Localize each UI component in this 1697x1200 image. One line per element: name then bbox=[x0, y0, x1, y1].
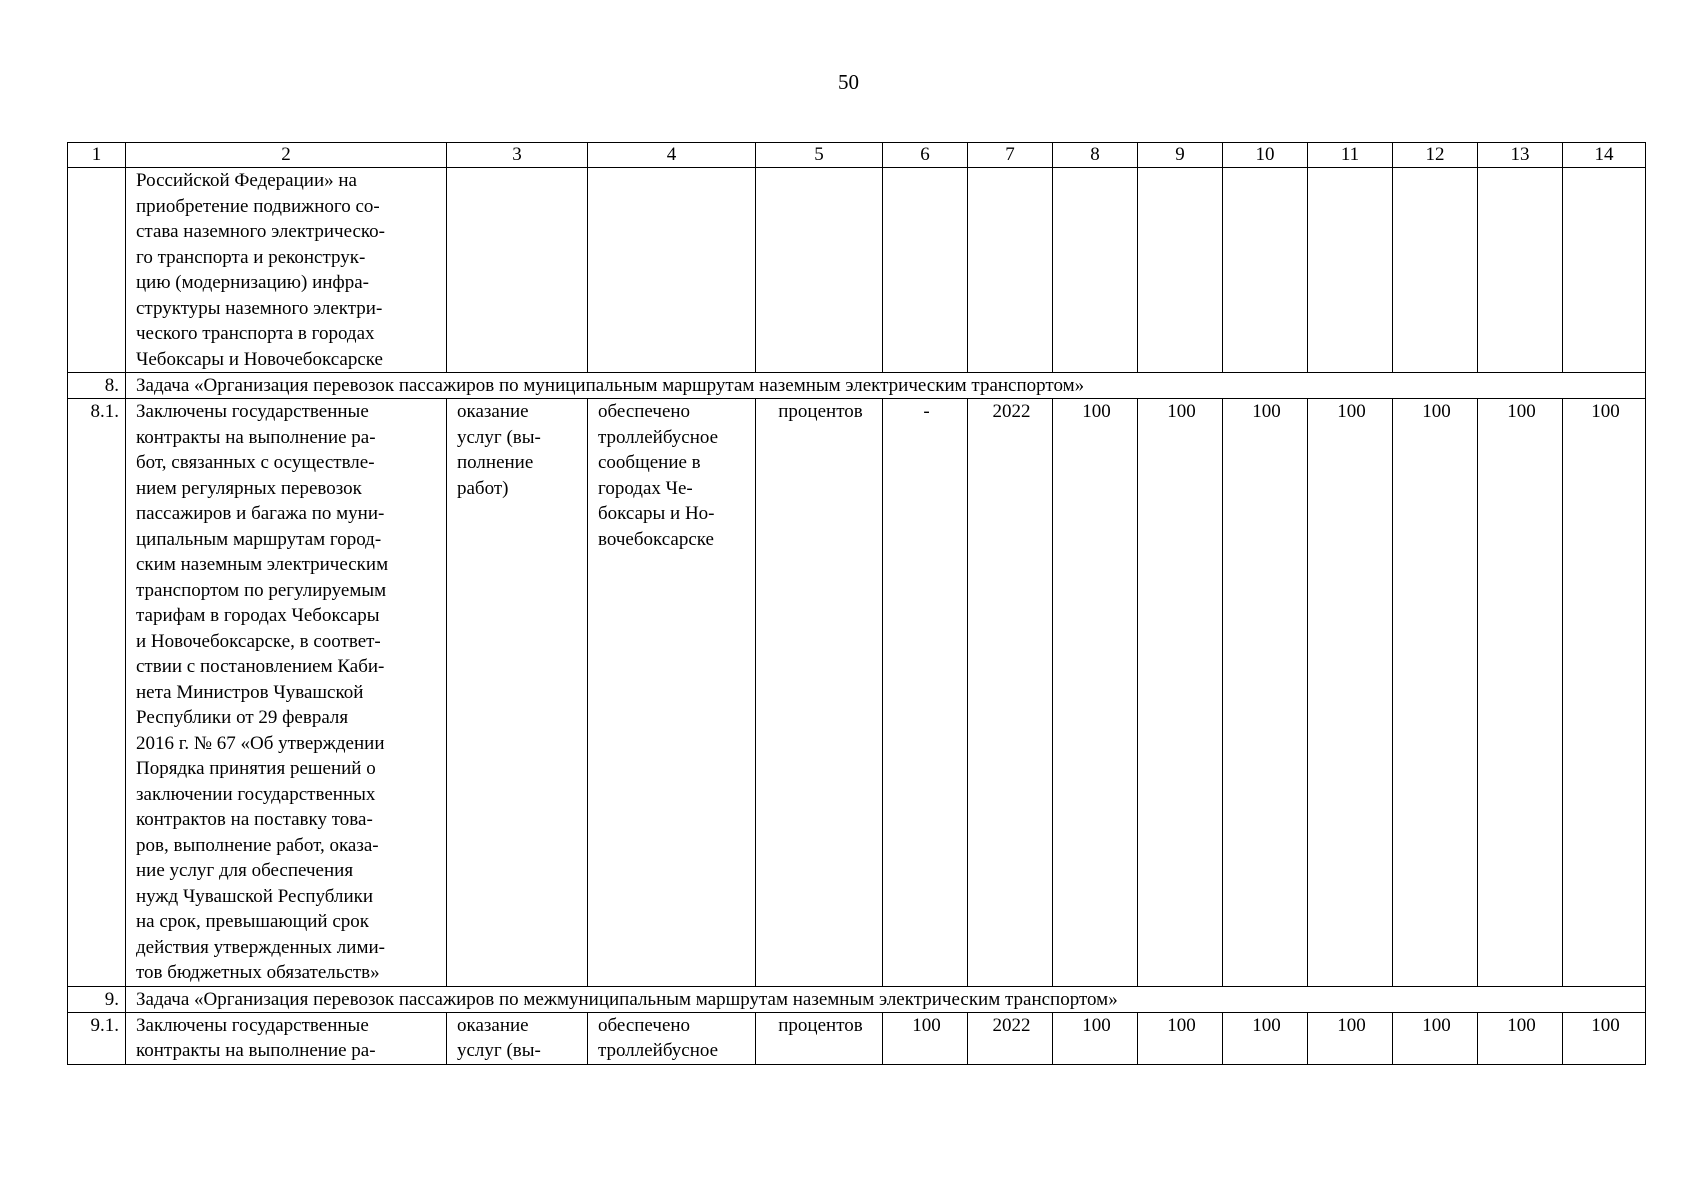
value-cell: 100 bbox=[1138, 399, 1223, 987]
indicator-description: Заключены государственные контракты на выполнение ра- бот, связанных с осуществле- нием регулярных перевозок пассажиров и багажа по муни- ципальным маршрутам город- ским наземным электрическим транспортом по регулируемым тарифам в городах Чебоксары и Новочебоксарске, в соответ- ствии с постановлением Каби- нета Министров Чувашской Республики от 29 февраля 2016 г. № 67 «Об утверждении Порядка принятия решений о заключении государственных контрактов на поставку това- ров, выполнение работ, оказа- ние услуг для обеспечения нужд Чувашской Республики на срок, превышающий срок действия утвержденных лими- тов бюджетных обязательств» bbox=[126, 399, 447, 987]
column-header: 13 bbox=[1478, 143, 1563, 168]
task-title: Задача «Организация перевозок пассажиров по муниципальным маршрутам наземным электрическим транспортом» bbox=[126, 373, 1646, 399]
value-cell: 100 bbox=[1053, 399, 1138, 987]
column-header: 5 bbox=[756, 143, 883, 168]
result-type: оказание услуг (вы- bbox=[447, 1012, 588, 1064]
unit: процентов bbox=[756, 1012, 883, 1064]
result-characteristic: обеспечено троллейбусное bbox=[588, 1012, 756, 1064]
value-cell: 100 bbox=[1308, 1012, 1393, 1064]
column-header: 10 bbox=[1223, 143, 1308, 168]
table-cell bbox=[68, 168, 126, 373]
value-cell: 100 bbox=[1563, 1012, 1646, 1064]
row-number: 8.1. bbox=[68, 399, 126, 987]
column-header: 3 bbox=[447, 143, 588, 168]
unit: процентов bbox=[756, 399, 883, 987]
table-cell bbox=[1308, 168, 1393, 373]
table-cell bbox=[1478, 168, 1563, 373]
table-cell bbox=[1563, 168, 1646, 373]
column-header: 14 bbox=[1563, 143, 1646, 168]
result-type: оказание услуг (вы- полнение работ) bbox=[447, 399, 588, 987]
result-characteristic: обеспечено троллейбусное сообщение в городах Че- боксары и Но- вочебоксарске bbox=[588, 399, 756, 987]
column-header: 1 bbox=[68, 143, 126, 168]
column-header: 11 bbox=[1308, 143, 1393, 168]
column-header: 9 bbox=[1138, 143, 1223, 168]
table-cell bbox=[883, 168, 968, 373]
table-cell bbox=[968, 168, 1053, 373]
value-cell: 100 bbox=[1138, 1012, 1223, 1064]
value-cell: 100 bbox=[1053, 1012, 1138, 1064]
column-header: 8 bbox=[1053, 143, 1138, 168]
task-row bbox=[68, 373, 1646, 399]
value-cell: 100 bbox=[1308, 399, 1393, 987]
row-number: 8. bbox=[68, 373, 126, 399]
table-cell bbox=[588, 168, 756, 373]
value-cell: 100 bbox=[1478, 1012, 1563, 1064]
base-value: - bbox=[883, 399, 968, 987]
table-row bbox=[68, 168, 1646, 373]
task-row bbox=[68, 986, 1646, 1012]
column-header: 2 bbox=[126, 143, 447, 168]
base-year: 2022 bbox=[968, 399, 1053, 987]
indicator-description: Заключены государственные контракты на выполнение ра- bbox=[126, 1012, 447, 1064]
table-row bbox=[68, 399, 1646, 987]
table-cell bbox=[1223, 168, 1308, 373]
column-header: 12 bbox=[1393, 143, 1478, 168]
row-number: 9. bbox=[68, 986, 126, 1012]
page-number: 50 bbox=[838, 70, 859, 94]
column-header: 7 bbox=[968, 143, 1053, 168]
indicators-table bbox=[67, 142, 1646, 1065]
table-cell: Российской Федерации» на приобретение подвижного со- става наземного электрическо- го транспорта и реконструк- цию (модернизацию) инфра- структуры наземного электри- ческого транспорта в городах Чебоксары и Новочебоксарске bbox=[126, 168, 447, 373]
row-number: 9.1. bbox=[68, 1012, 126, 1064]
table-cell bbox=[1138, 168, 1223, 373]
column-header: 6 bbox=[883, 143, 968, 168]
value-cell: 100 bbox=[1478, 399, 1563, 987]
value-cell: 100 bbox=[1393, 1012, 1478, 1064]
value-cell: 100 bbox=[1393, 399, 1478, 987]
base-year: 2022 bbox=[968, 1012, 1053, 1064]
task-title: Задача «Организация перевозок пассажиров по межмуниципальным маршрутам наземным электрическим транспортом» bbox=[126, 986, 1646, 1012]
base-value: 100 bbox=[883, 1012, 968, 1064]
value-cell: 100 bbox=[1223, 399, 1308, 987]
table-row bbox=[68, 1012, 1646, 1064]
table-cell bbox=[1393, 168, 1478, 373]
table-cell bbox=[756, 168, 883, 373]
value-cell: 100 bbox=[1563, 399, 1646, 987]
column-header: 4 bbox=[588, 143, 756, 168]
table-cell bbox=[1053, 168, 1138, 373]
value-cell: 100 bbox=[1223, 1012, 1308, 1064]
column-number-row bbox=[68, 143, 1646, 168]
table-cell bbox=[447, 168, 588, 373]
